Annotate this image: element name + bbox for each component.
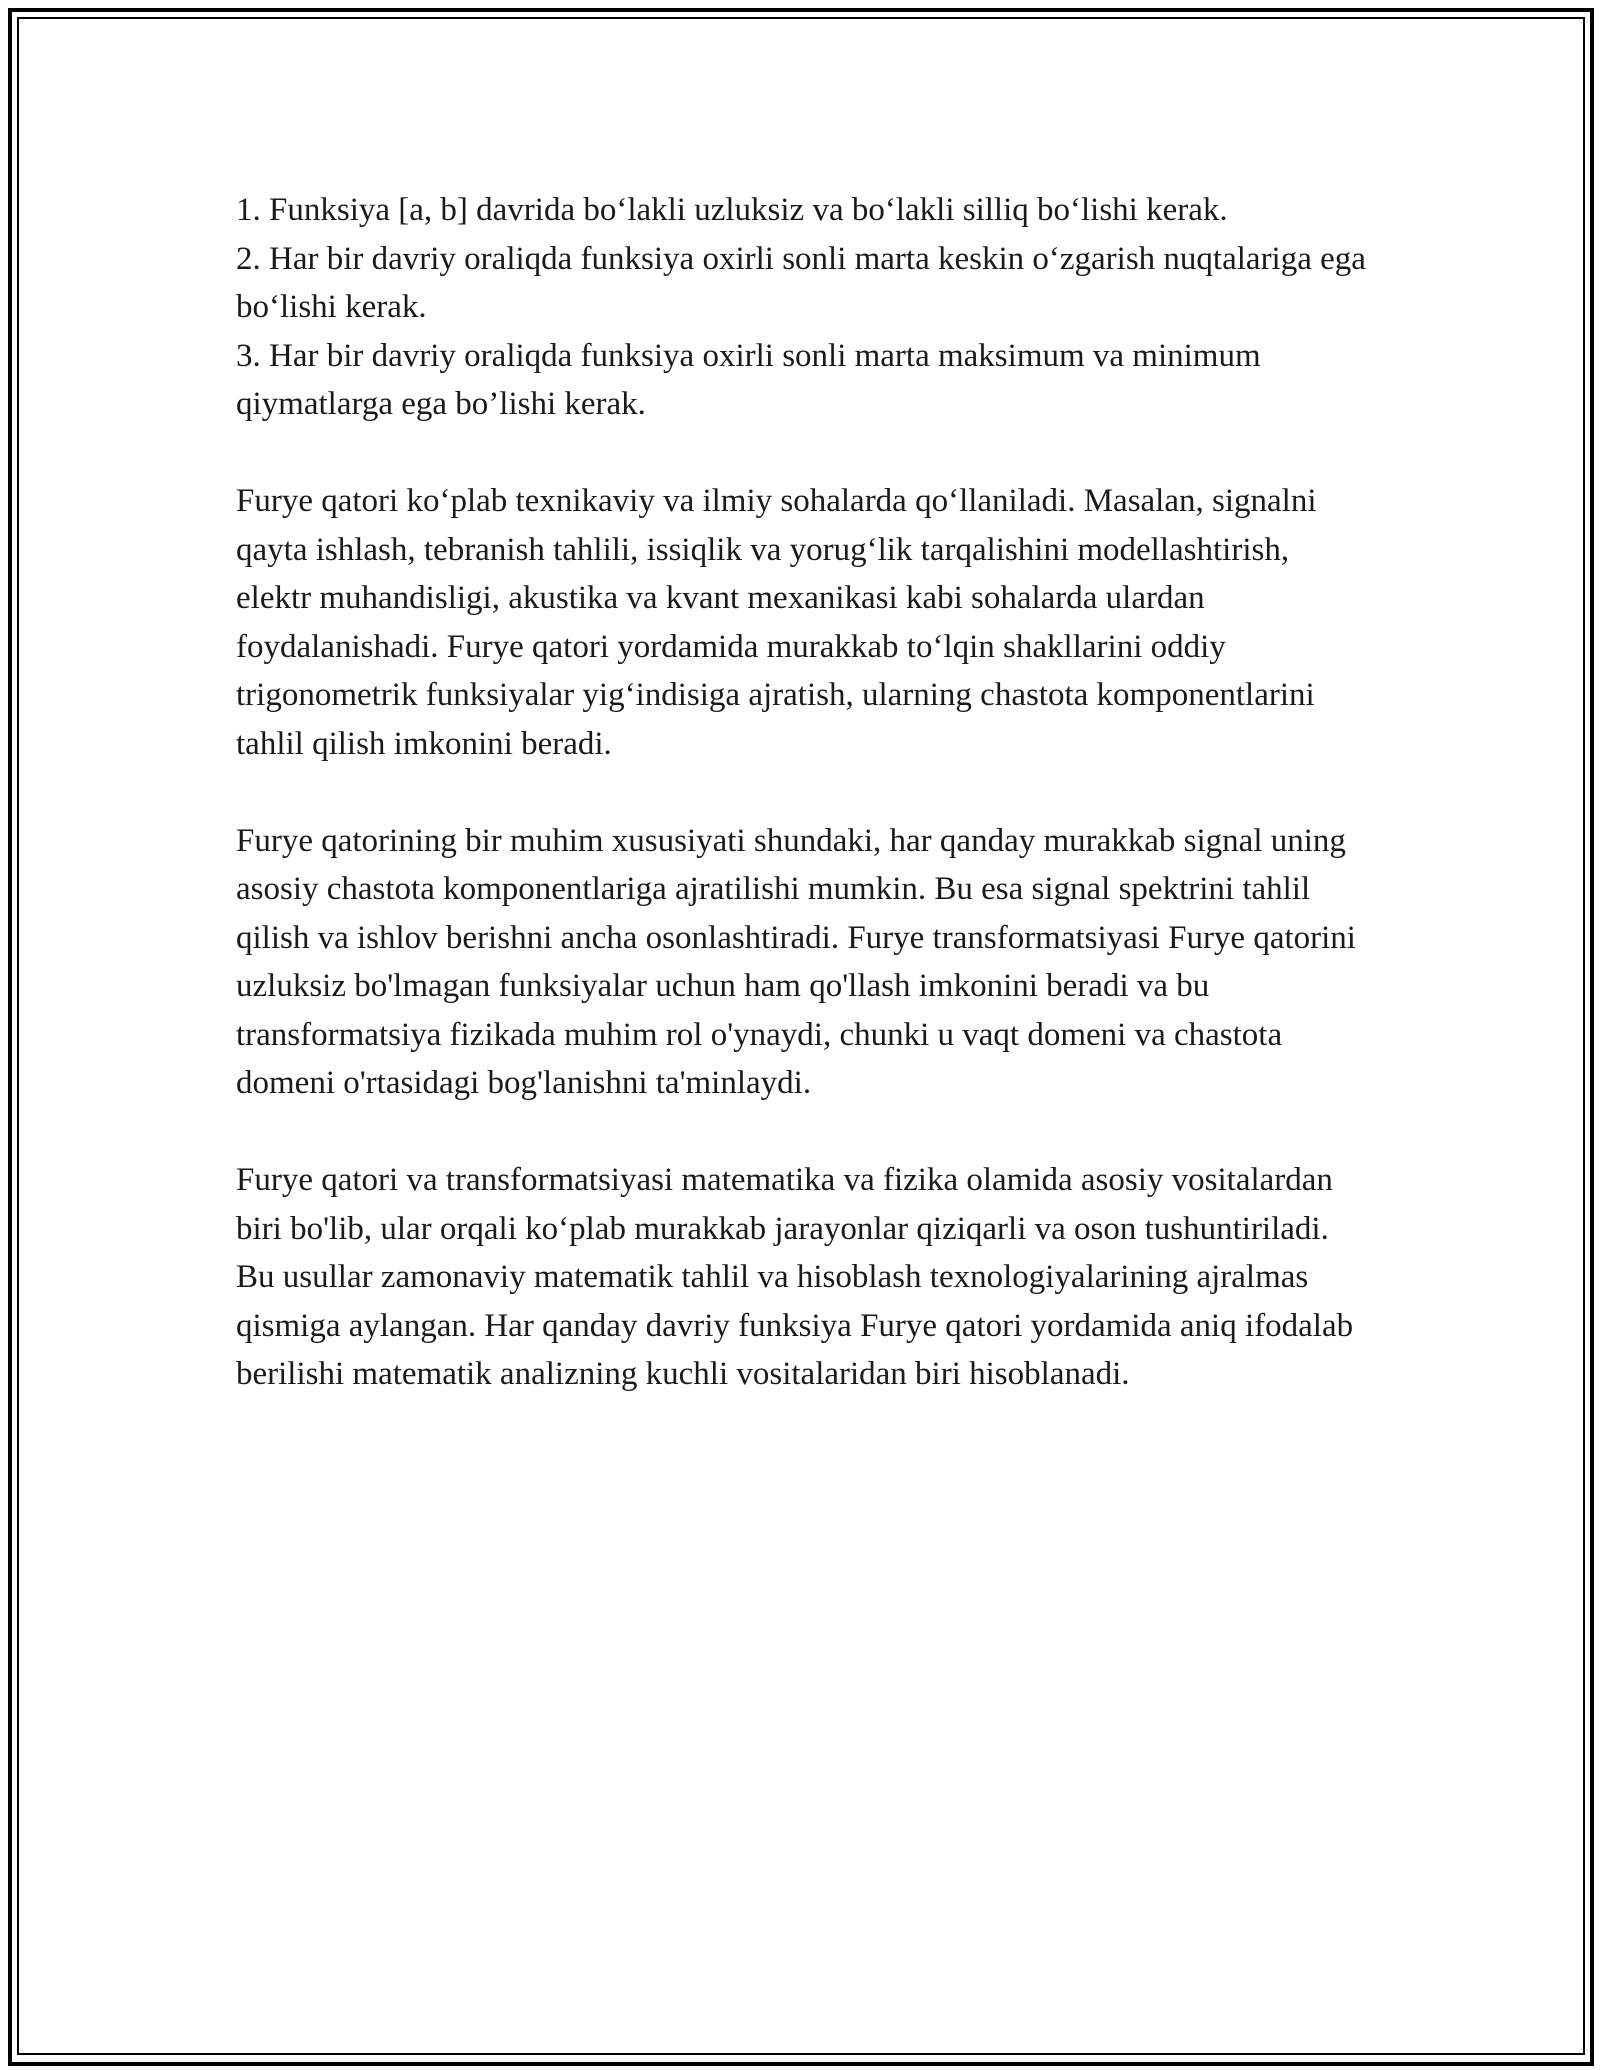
list-item: 1. Funksiya [a, b] davrida bo‘lakli uzluksiz va bo‘lakli silliq bo‘lishi kerak. bbox=[236, 192, 1228, 228]
conditions-list bbox=[236, 186, 1366, 429]
list-item: 2. Har bir davriy oraliqda funksiya oxirli sonli marta keskin o‘zgarish nuqtalariga ega bo‘lishi kerak. bbox=[236, 240, 1366, 325]
document-body bbox=[236, 186, 1366, 1399]
list-item: 3. Har bir davriy oraliqda funksiya oxirli sonli marta maksimum va minimum qiymatlarga ega bo’lishi kerak. bbox=[236, 337, 1261, 422]
paragraph-applications: Furye qatori ko‘plab texnikaviy va ilmiy sohalarda qo‘llaniladi. Masalan, signalni qayta ishlash, tebranish tahlili, issiqlik va yorug‘lik tarqalishini modellashtirish, elektr muhandisligi, akustika va kvant mexanikasi kabi sohalarda ulardan foydalanishadi. Furye qatori yordamida murakkab to‘lqin shakllarini oddiy trigonometrik funksiyalar yig‘indisiga ajratish, ularning chastota komponentlarini tahlil qilish imkonini beradi. bbox=[236, 483, 1317, 762]
paragraph-spectrum: Furye qatorining bir muhim xususiyati shundaki, har qanday murakkab signal uning asosiy chastota komponentlariga ajratilishi mumkin. Bu esa signal spektrini tahlil qilish va ishlov berishni ancha osonlashtiradi. Furye transformatsiyasi Furye qatorini uzluksiz bo'lmagan funksiyalar uchun ham qo'llash imkonini beradi va bu transformatsiya fizikada muhim rol o'ynaydi, chunki u vaqt domeni va chastota domeni o'rtasidagi bog'lanishni ta'minlaydi. bbox=[236, 822, 1356, 1101]
paragraph-conclusion: Furye qatori va transformatsiyasi matematika va fizika olamida asosiy vositalardan biri bo'lib, ular orqali ko‘plab murakkab jarayonlar qiziqarli va oson tushuntiriladi. Bu usullar zamonaviy matematik tahlil va hisoblash texnologiyalarining ajralmas qismiga aylangan. Har qanday davriy funksiya Furye qatori yordamida aniq ifodalab berilishi matematik analizning kuchli vositalaridan biri hisoblanadi. bbox=[236, 1162, 1354, 1392]
